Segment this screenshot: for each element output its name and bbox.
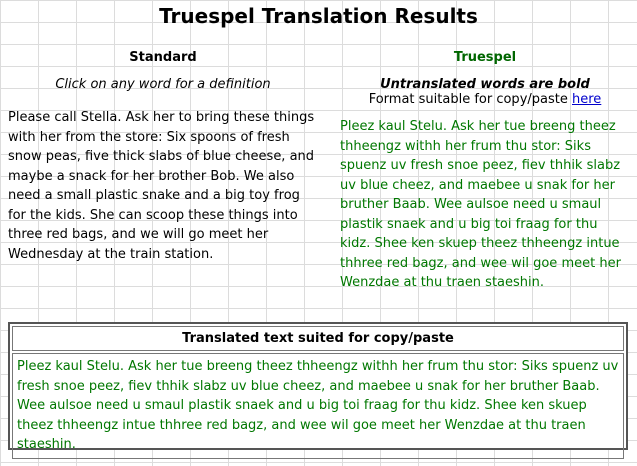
truespel-heading: Truespel [453,50,517,65]
standard-column [8,50,318,264]
copy-paste-text[interactable]: Pleez kaul Stelu. Ask her tue breeng theez thheengz withh her frum thu stor: Siks spuenz uv fresh snoe peez, fiev thhik slabz uv blue cheez, and maebee u snak for her bruther Baab. Wee aulsoe need u smaul plastik snaek and u big toi fraag for thu kidz. Shee ken skuep theez thheengz intue thhree red bagz, and wee wil goe meet her Wenzdae at thu traen staeshin. [12,353,624,459]
definition-hint: Click on any word for a definition [55,77,271,92]
format-note-text: Format suitable for copy/paste [368,92,568,107]
format-note [340,92,630,107]
truespel-column [340,50,630,293]
page-title: Truespel Translation Results [159,4,478,28]
truespel-text: Pleez kaul Stelu. Ask her tue breeng theez thheengz withh her frum thu stor: Siks spuenz uv fresh snoe peez, fiev thhik slabz uv blue cheez, and maebee u snak for her bruther Baab. Wee aulsoe need u smaul plastik snaek and u big toi fraag for thu kidz. Shee ken skuep theez thheengz intue thhree red bagz, and wee wil goe meet her Wenzdae at thu traen staeshin. [340,119,621,290]
untranslated-note: Untranslated words are bold [380,77,590,92]
copy-paste-panel [8,322,628,450]
copy-paste-heading: Translated text suited for copy/paste [12,326,624,351]
standard-text[interactable]: Please call Stella. Ask her to bring these things with her from the store: Six spoons of fresh snow peas, five thick slabs of blue cheese, and maybe a snack for her brother Bob. We also need a small plastic snake and a big toy frog for the kids. She can scoop these things into three red bags, and we will go meet her Wednesday at the train station. [8,110,315,262]
format-here-link[interactable]: here [572,92,602,107]
standard-heading: Standard [129,50,197,65]
